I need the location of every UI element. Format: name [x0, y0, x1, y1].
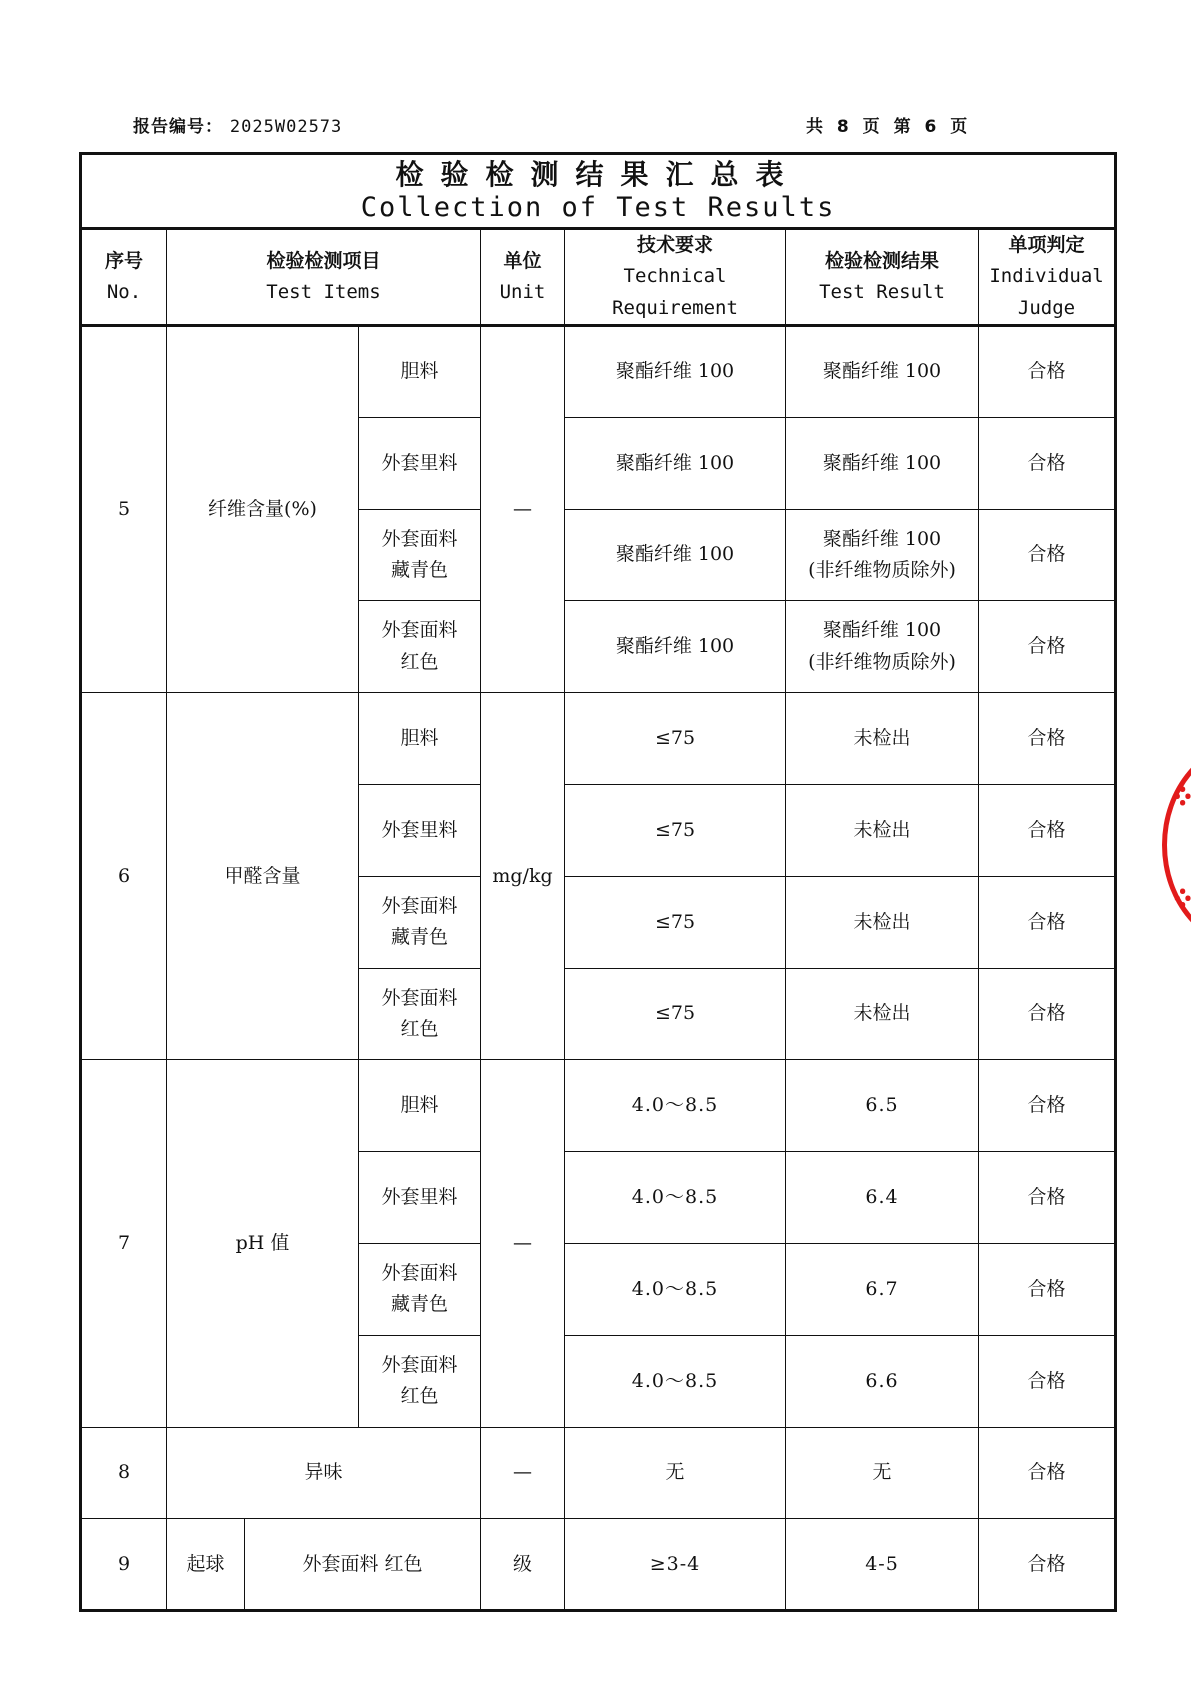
row-result: 聚酯纤维 100 (非纤维物质除外): [786, 601, 979, 693]
row-part: 外套面料 红色: [359, 968, 481, 1060]
row-part: 外套里料: [359, 417, 481, 509]
row-part: 外套里料: [359, 785, 481, 877]
row-result: 6.4: [786, 1152, 979, 1244]
row-requirement: 4.0～8.5: [565, 1152, 786, 1244]
row-judge: 合格: [979, 1244, 1116, 1336]
row-requirement: 聚酯纤维 100: [565, 509, 786, 601]
row-judge: 合格: [979, 1060, 1116, 1152]
table-title: [81, 154, 1116, 229]
seal-glyph: ᠅: [1166, 881, 1191, 921]
row-result: 未检出: [786, 968, 979, 1060]
row-item: 纤维含量(%): [167, 326, 359, 693]
row-part: 胆料: [359, 326, 481, 418]
title-en: Collection of Test Results: [360, 192, 836, 224]
row-judge: 合格: [979, 417, 1116, 509]
row-requirement: ≤75: [565, 968, 786, 1060]
row-unit: —: [481, 1427, 565, 1519]
column-header-row: [81, 229, 1116, 326]
row-requirement: ≥3-4: [565, 1519, 786, 1611]
row-requirement: 无: [565, 1427, 786, 1519]
row-part: 外套面料 藏青色: [359, 1244, 481, 1336]
row-requirement: 聚酯纤维 100: [565, 601, 786, 693]
row-judge: 合格: [979, 693, 1116, 785]
row-no: 6: [81, 693, 167, 1060]
row-no: 5: [81, 326, 167, 693]
row-judge: 合格: [979, 1427, 1116, 1519]
row-result: 未检出: [786, 785, 979, 877]
row-judge: 合格: [979, 601, 1116, 693]
table-row: [81, 326, 1116, 418]
row-result: 未检出: [786, 693, 979, 785]
row-part: 外套面料 红色: [359, 601, 481, 693]
row-part: 胆料: [359, 1060, 481, 1152]
results-table: [79, 152, 1117, 1612]
row-requirement: 4.0～8.5: [565, 1060, 786, 1152]
row-result: 4-5: [786, 1519, 979, 1611]
row-part: 外套里料: [359, 1152, 481, 1244]
row-result: 聚酯纤维 100: [786, 417, 979, 509]
row-no: 7: [81, 1060, 167, 1427]
col-unit: 单位 Unit: [481, 229, 565, 326]
col-no: 序号 No.: [81, 229, 167, 326]
row-requirement: 4.0～8.5: [565, 1335, 786, 1427]
seal-glyph: ᠅: [1166, 779, 1191, 819]
row-judge: 合格: [979, 509, 1116, 601]
row-judge: 合格: [979, 876, 1116, 968]
col-items: 检验检测项目 Test Items: [167, 229, 481, 326]
col-result: 检验检测结果 Test Result: [786, 229, 979, 326]
row-item: 起球: [167, 1519, 245, 1611]
row-judge: 合格: [979, 1152, 1116, 1244]
row-no: 9: [81, 1519, 167, 1611]
row-result: 6.6: [786, 1335, 979, 1427]
row-unit: 级: [481, 1519, 565, 1611]
row-result: 未检出: [786, 876, 979, 968]
row-result: 6.7: [786, 1244, 979, 1336]
table-row: [81, 1519, 1116, 1611]
row-judge: 合格: [979, 326, 1116, 418]
report-number-label: 报告编号：: [133, 117, 223, 137]
row-part: 外套面料 红色: [359, 1335, 481, 1427]
row-judge: 合格: [979, 1519, 1116, 1611]
table-row: [81, 1060, 1116, 1152]
page-info: 共 8 页 第 6 页: [806, 117, 969, 137]
row-unit: —: [481, 326, 565, 693]
report-number-value: 2025W02573: [229, 117, 343, 137]
row-requirement: ≤75: [565, 785, 786, 877]
row-part: 外套面料 红色: [245, 1519, 481, 1611]
row-item: pH 值: [167, 1060, 359, 1427]
row-requirement: ≤75: [565, 876, 786, 968]
row-result: 无: [786, 1427, 979, 1519]
row-requirement: 4.0～8.5: [565, 1244, 786, 1336]
row-result: 聚酯纤维 100 (非纤维物质除外): [786, 509, 979, 601]
row-judge: 合格: [979, 968, 1116, 1060]
row-unit: —: [481, 1060, 565, 1427]
row-part: 胆料: [359, 693, 481, 785]
table-row: [81, 1427, 1116, 1519]
title-zh: 检验检测结果汇总表: [395, 158, 801, 192]
report-number: [133, 112, 342, 137]
row-requirement: ≤75: [565, 693, 786, 785]
row-item: 甲醛含量: [167, 693, 359, 1060]
row-part: 外套面料 藏青色: [359, 509, 481, 601]
row-part: 外套面料 藏青色: [359, 876, 481, 968]
row-no: 8: [81, 1427, 167, 1519]
row-item: 异味: [167, 1427, 481, 1519]
row-judge: 合格: [979, 785, 1116, 877]
row-requirement: 聚酯纤维 100: [565, 417, 786, 509]
row-requirement: 聚酯纤维 100: [565, 326, 786, 418]
col-judge: 单项判定 Individual Judge: [979, 229, 1116, 326]
col-requirement: 技术要求 Technical Requirement: [565, 229, 786, 326]
row-result: 聚酯纤维 100: [786, 326, 979, 418]
row-result: 6.5: [786, 1060, 979, 1152]
red-seal-stamp: [1162, 740, 1191, 950]
row-judge: 合格: [979, 1335, 1116, 1427]
table-row: [81, 693, 1116, 785]
row-unit: mg/kg: [481, 693, 565, 1060]
